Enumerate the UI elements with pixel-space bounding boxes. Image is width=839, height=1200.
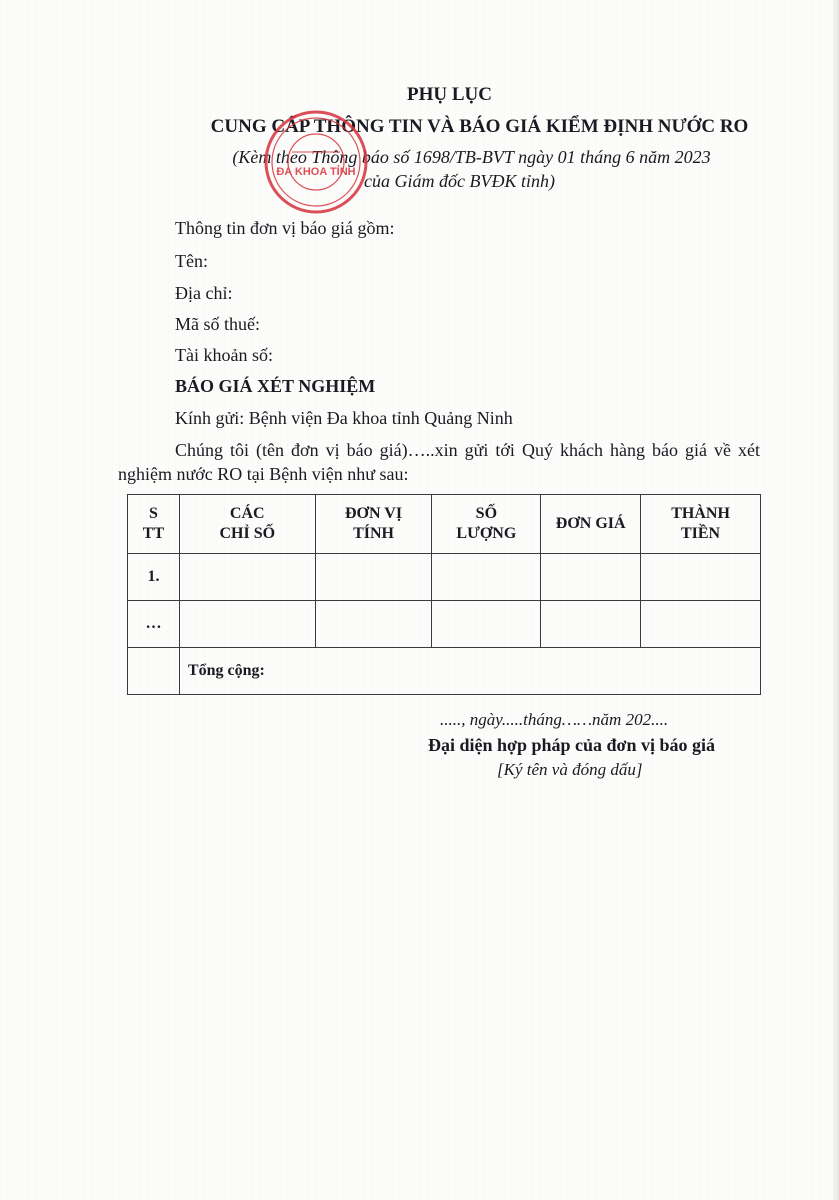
table-cell <box>541 554 641 601</box>
seal-text: ĐA KHOA TỈNH <box>276 166 356 178</box>
field-address-label: Địa chỉ: <box>175 283 233 303</box>
table-row <box>128 554 761 601</box>
table-cell <box>432 554 541 601</box>
table-cell <box>641 601 761 648</box>
info-intro: Thông tin đơn vị báo giá gồm: <box>175 218 395 238</box>
table-cell <box>179 601 315 648</box>
document-subtitle: CUNG CẤP THÔNG TIN VÀ BÁO GIÁ KIỂM ĐỊNH NƯỚC RO <box>210 116 749 137</box>
row-index: 1. <box>128 554 180 601</box>
signature-date-line: ....., ngày.....tháng……năm 202.... <box>440 710 669 729</box>
header-quantity: SỐ LƯỢNG <box>432 495 541 554</box>
header-unit-price: ĐƠN GIÁ <box>541 495 641 554</box>
table-cell <box>541 601 641 648</box>
table-header-row <box>128 495 761 554</box>
table-total-row <box>128 648 761 695</box>
header-indicators: CÁC CHỈ SỐ <box>179 495 315 554</box>
section-heading: BÁO GIÁ XÉT NGHIỆM <box>175 376 376 396</box>
field-name-label: Tên: <box>175 251 208 271</box>
header-unit: ĐƠN VỊ TÍNH <box>315 495 432 554</box>
table-cell <box>315 601 432 648</box>
header-total: THÀNH TIỀN <box>641 495 761 554</box>
field-account-label: Tài khoản số: <box>175 345 273 365</box>
signature-role: Đại diện hợp pháp của đơn vị báo giá <box>428 735 716 755</box>
table-cell <box>641 554 761 601</box>
header-stt: S TT <box>128 495 180 554</box>
table-row <box>128 601 761 648</box>
reference-line-1: (Kèm theo Thông báo số 1698/TB-BVT ngày 01 tháng 6 năm 2023 <box>232 147 711 167</box>
row-index: … <box>128 601 180 648</box>
table-cell <box>179 554 315 601</box>
quote-table <box>127 494 761 695</box>
signature-note: [Ký tên và đóng dấu] <box>497 760 643 779</box>
hospital-seal-stamp <box>262 108 370 216</box>
reference-line-2: của Giám đốc BVĐK tỉnh) <box>364 171 555 191</box>
table-cell <box>432 601 541 648</box>
table-cell <box>315 554 432 601</box>
document-title: PHỤ LỤC <box>407 84 492 105</box>
table-cell <box>128 648 180 695</box>
recipient-line: Kính gửi: Bệnh viện Đa khoa tỉnh Quảng Ninh <box>175 408 513 428</box>
body-paragraph: Chúng tôi (tên đơn vị báo giá)…..xin gửi tới Quý khách hàng báo giá về xét nghiệm nước RO tại Bệnh viện như sau: <box>118 440 760 484</box>
total-label: Tổng cộng: <box>179 648 760 695</box>
field-tax-label: Mã số thuế: <box>175 314 260 334</box>
